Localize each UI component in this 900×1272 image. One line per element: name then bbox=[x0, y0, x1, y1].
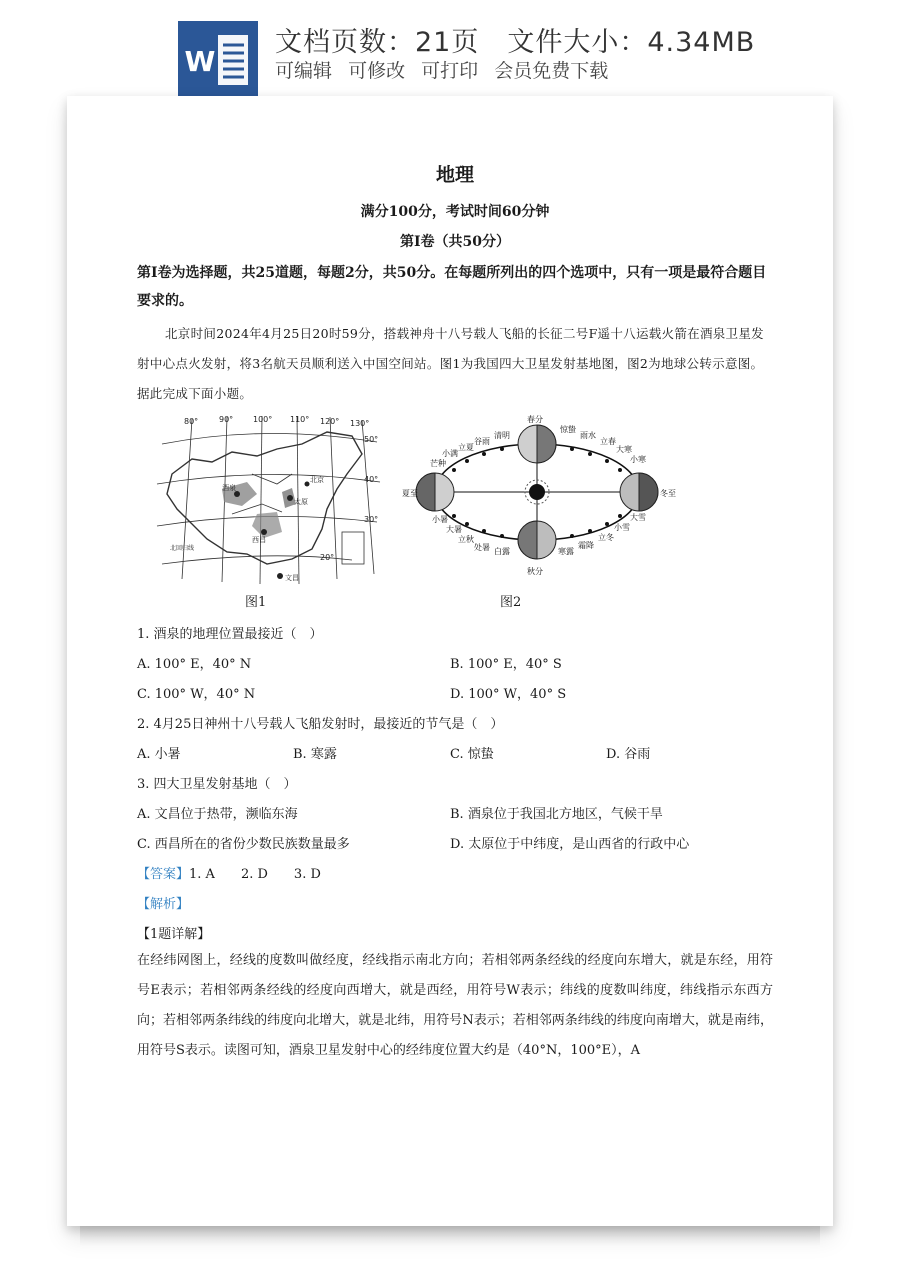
section-heading: 第Ⅰ卷（共50分） bbox=[399, 234, 511, 250]
term-yushui: 雨水 bbox=[580, 431, 596, 440]
term-hanlu: 寒露 bbox=[558, 547, 574, 556]
lat-label-40: 40° bbox=[364, 475, 379, 484]
term-lixia: 立夏 bbox=[458, 443, 474, 452]
lat-label-30: 30° bbox=[364, 515, 379, 524]
term-qingming: 清明 bbox=[494, 431, 510, 440]
paper-shadow bbox=[80, 1226, 820, 1246]
analysis-tag: 【解析】 bbox=[137, 897, 190, 912]
term-bailu: 白露 bbox=[494, 547, 510, 556]
earth-orbit-diagram bbox=[402, 414, 676, 594]
label-jiuquan: 酒泉 bbox=[222, 484, 236, 492]
term-chunfen: 春分 bbox=[527, 415, 543, 424]
term-xiaoxue: 小雪 bbox=[614, 523, 630, 532]
question-intro: 北京时间2024年4月25日20时59分，搭载神舟十八号载人飞船的长征二号F遥十八运载火箭在酒泉卫星发射中心点火发射，将3名航天员顺利送入中国空间站。图1为我国四大卫星发射基地图，图2为地球公转示意图。据此完成下面小题。 bbox=[137, 326, 764, 401]
term-chushu: 处暑 bbox=[474, 543, 490, 552]
file-size: 文件大小：4.34MB bbox=[507, 27, 756, 58]
label-tropic: 北回归线 bbox=[170, 545, 195, 552]
feature-modifiable: 可修改 bbox=[348, 60, 406, 82]
question-3-option-b: B. 酒泉位于我国北方地区，气候干旱 bbox=[450, 807, 663, 822]
term-guyu: 谷雨 bbox=[474, 437, 490, 446]
term-xiazhi: 夏至 bbox=[402, 489, 418, 498]
banner-features bbox=[275, 56, 618, 83]
term-daxue: 大雪 bbox=[630, 513, 646, 522]
document-page bbox=[67, 96, 833, 1226]
detail-heading: 【1题详解】 bbox=[137, 927, 211, 942]
section-instructions: 第Ⅰ卷为选择题，共25道题，每题2分，共50分。在每题所列出的四个选项中，只有一项是最符合题目要求的。 bbox=[137, 265, 767, 309]
figure2-caption: 图2 bbox=[500, 595, 522, 610]
term-lidong: 立冬 bbox=[598, 533, 614, 542]
question-2-option-c: C. 惊蛰 bbox=[450, 747, 494, 762]
page-count: 文档页数：21页 bbox=[275, 27, 480, 58]
answer-tag: 【答案】 bbox=[137, 867, 190, 882]
exam-subtitle: 满分100分，考试时间60分钟 bbox=[360, 204, 550, 220]
term-liqiu: 立秋 bbox=[458, 535, 474, 544]
banner-info bbox=[275, 20, 783, 59]
question-2-option-a: A. 小暑 bbox=[137, 747, 181, 762]
answer-1: 1. A bbox=[189, 867, 215, 882]
question-1-option-b: B. 100° E，40° S bbox=[450, 657, 562, 672]
term-dahan: 大寒 bbox=[616, 445, 632, 454]
answer-2: 2. D bbox=[240, 867, 268, 882]
lon-label-80: 80° bbox=[184, 417, 199, 426]
lon-label-120: 120° bbox=[320, 417, 340, 426]
term-qiufen: 秋分 bbox=[527, 567, 543, 576]
question-3-option-c: C. 西昌所在的省份少数民族数量最多 bbox=[137, 837, 350, 852]
download-banner bbox=[0, 0, 900, 96]
lon-label-100: 100° bbox=[253, 415, 273, 424]
figures bbox=[137, 414, 773, 594]
figure1-caption: 图1 bbox=[245, 595, 267, 610]
page-title: 地理 bbox=[435, 164, 474, 186]
term-dashu: 大暑 bbox=[446, 525, 462, 534]
label-wenchang: 文昌 bbox=[285, 574, 299, 582]
label-beijing: 北京 bbox=[310, 476, 324, 484]
question-1-option-a: A. 100° E，40° N bbox=[137, 657, 252, 672]
question-1-option-d: D. 100° W，40° S bbox=[450, 687, 567, 702]
question-2-option-b: B. 寒露 bbox=[293, 747, 337, 762]
question-3-stem: 3. 四大卫星发射基地（ ） bbox=[137, 777, 297, 792]
lat-label-20: 20° bbox=[320, 553, 335, 562]
term-lichun: 立春 bbox=[600, 437, 616, 446]
lon-label-90: 90° bbox=[219, 415, 234, 424]
feature-printable: 可打印 bbox=[421, 60, 479, 82]
answer-line bbox=[137, 863, 321, 882]
term-shuangjiang: 霜降 bbox=[578, 541, 594, 550]
question-2-stem: 2. 4月25日神州十八号载人飞船发射时，最接近的节气是（ ） bbox=[137, 717, 504, 732]
term-jingzhe: 惊蛰 bbox=[560, 425, 576, 434]
term-dongzhi: 冬至 bbox=[660, 489, 676, 498]
satellite-base-map bbox=[152, 414, 382, 589]
term-xiaohan: 小寒 bbox=[630, 455, 646, 464]
question-1-option-c: C. 100° W，40° N bbox=[137, 687, 256, 702]
question-1-stem: 1. 酒泉的地理位置最接近（ ） bbox=[137, 627, 323, 642]
feature-editable: 可编辑 bbox=[275, 60, 333, 82]
question-3-option-a: A. 文昌位于热带，濒临东海 bbox=[137, 807, 298, 822]
svg-text:W: W bbox=[184, 45, 216, 78]
lat-label-50: 50° bbox=[364, 435, 379, 444]
lon-label-130: 130° bbox=[350, 419, 370, 428]
question-3-option-d: D. 太原位于中纬度，是山西省的行政中心 bbox=[450, 837, 690, 852]
detail-text: 在经纬网图上，经线的度数叫做经度，经线指示南北方向；若相邻两条经线的经度向东增大，就是东经，用符号E表示；若相邻两条经线的经度向西增大，就是西经，用符号W表示；纬线的度数叫纬度，纬线指示东西方向；若相邻两条纬线的纬度向北增大，就是北纬，用符号N表示；若相邻两条纬线的纬度向南增大，就是南纬，用符号S表示。读图可知，酒泉卫星发射中心的经纬度位置大约是（40°N，100°E），A bbox=[137, 953, 773, 1058]
feature-member-download: 会员免费下载 bbox=[494, 60, 609, 82]
word-document-icon bbox=[178, 21, 258, 96]
lon-label-110: 110° bbox=[290, 415, 310, 424]
term-mangzhong: 芒种 bbox=[430, 459, 446, 468]
answer-3: 3. D bbox=[293, 867, 321, 882]
label-taiyuan: 太原 bbox=[294, 498, 308, 506]
label-xichang: 西昌 bbox=[252, 536, 266, 544]
term-xiaoshu: 小暑 bbox=[432, 515, 448, 524]
term-xiaoman: 小满 bbox=[442, 449, 458, 458]
question-2-option-d: D. 谷雨 bbox=[606, 747, 651, 762]
